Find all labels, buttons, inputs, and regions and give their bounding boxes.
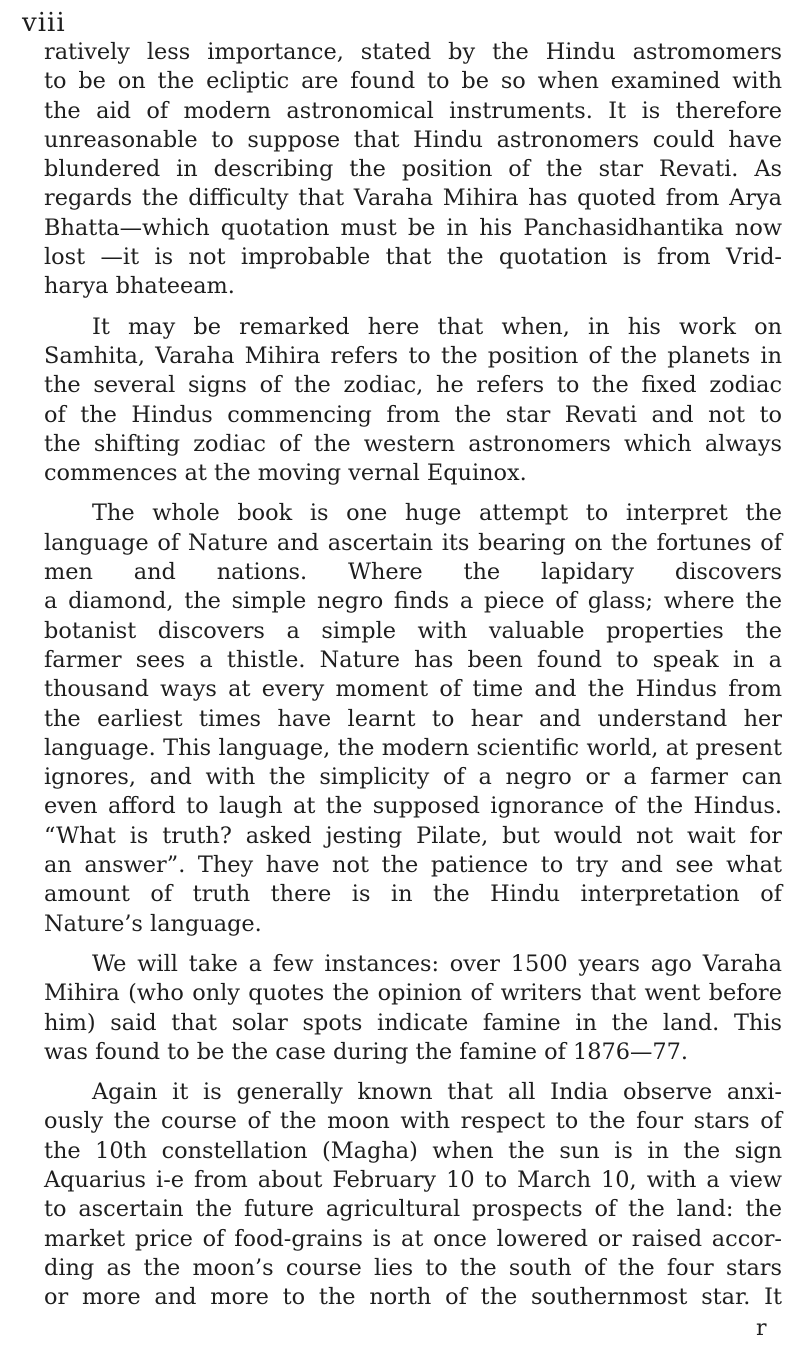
text-line: lost —it is not improbable that the quotation is from Vrid- bbox=[44, 244, 782, 271]
paragraph-3 bbox=[44, 499, 782, 938]
page-number: viii bbox=[22, 8, 66, 38]
text-line: even afford to laugh at the supposed ignorance of the Hindus. bbox=[44, 793, 782, 820]
text-line: amount of truth there is in the Hindu interpretation of bbox=[44, 881, 782, 908]
text-line: an answer”. They have not the patience to try and see what bbox=[44, 852, 782, 879]
text-line: ratively less importance, stated by the Hindu astromomers bbox=[44, 39, 782, 65]
text-line: Bhatta—which quotation must be in his Panchasidhantika now bbox=[44, 214, 782, 241]
text-line: of the Hindus commencing from the star Revati and not to bbox=[44, 401, 782, 428]
text-line: Again it is generally known that all India observe anxi- bbox=[92, 1079, 782, 1106]
text-line: the shifting zodiac of the western astronomers which always bbox=[44, 430, 782, 457]
text-line: or more and more to the north of the southernmost star. It bbox=[44, 1284, 782, 1311]
text-line: ignores, and with the simplicity of a negro or a farmer can bbox=[44, 764, 782, 791]
body-text bbox=[44, 38, 782, 1323]
text-line: Mihira (who only quotes the opinion of writers that went before bbox=[44, 980, 782, 1007]
text-line: blundered in describing the position of the star Revati. As bbox=[44, 156, 782, 183]
text-line: the earliest times have learnt to hear and understand her bbox=[44, 705, 782, 732]
text-line: the 10th constellation (Magha) when the sun is in the sign bbox=[44, 1137, 782, 1164]
text-line: The whole book is one huge attempt to interpret the bbox=[92, 500, 782, 527]
text-line: Aquarius i-e from about February 10 to March 10, with a view bbox=[44, 1166, 782, 1193]
text-line: commences at the moving vernal Equinox. bbox=[44, 460, 527, 487]
text-line: men and nations. Where the lapidary discovers bbox=[44, 559, 782, 586]
text-line: was found to be the case during the famine of 1876—77. bbox=[44, 1038, 688, 1065]
text-line: botanist discovers a simple with valuable properties the bbox=[44, 617, 782, 644]
text-line: ding as the moon’s course lies to the south of the four stars bbox=[44, 1254, 782, 1281]
text-line: thousand ways at every moment of time and the Hindus from bbox=[44, 676, 782, 703]
text-line: “What is truth? asked jesting Pilate, but would not wait for bbox=[44, 822, 782, 849]
text-line: the aid of modern astronomical instruments. It is therefore bbox=[44, 97, 782, 124]
text-line: regards the difficulty that Varaha Mihira has quoted from Arya bbox=[44, 185, 782, 212]
text-line: ously the course of the moon with respect to the four stars of bbox=[44, 1108, 782, 1135]
text-line: market price of food-grains is at once lowered or raised accor- bbox=[44, 1225, 782, 1252]
paragraph-4 bbox=[44, 950, 782, 1067]
text-line: language. This language, the modern scientific world, at present bbox=[44, 734, 782, 761]
text-line: Nature’s language. bbox=[44, 910, 262, 937]
text-line: It may be remarked here that when, in his work on bbox=[92, 313, 782, 340]
paragraph-1 bbox=[44, 38, 782, 302]
paragraph-5 bbox=[44, 1078, 782, 1312]
text-line: Samhita, Varaha Mihira refers to the position of the planets in bbox=[44, 342, 782, 369]
signature-mark: r bbox=[756, 1316, 767, 1341]
text-line: harya bhateeam. bbox=[44, 273, 235, 300]
text-line: language of Nature and ascertain its bearing on the fortunes of bbox=[44, 529, 782, 556]
text-line: to ascertain the future agricultural prospects of the land: the bbox=[44, 1196, 782, 1223]
text-line: unreasonable to suppose that Hindu astronomers could have bbox=[44, 126, 782, 153]
text-line: We will take a few instances: over 1500 years ago Varaha bbox=[92, 950, 782, 977]
text-line: him) said that solar spots indicate famine in the land. This bbox=[44, 1009, 782, 1036]
text-line: farmer sees a thistle. Nature has been found to speak in a bbox=[44, 646, 782, 673]
text-line: the several signs of the zodiac, he refers to the fixed zodiac bbox=[44, 372, 782, 399]
text-line: to be on the ecliptic are found to be so when examined with bbox=[44, 68, 782, 95]
text-line: a diamond, the simple negro finds a piece of glass; where the bbox=[44, 588, 782, 615]
paragraph-2 bbox=[44, 313, 782, 489]
